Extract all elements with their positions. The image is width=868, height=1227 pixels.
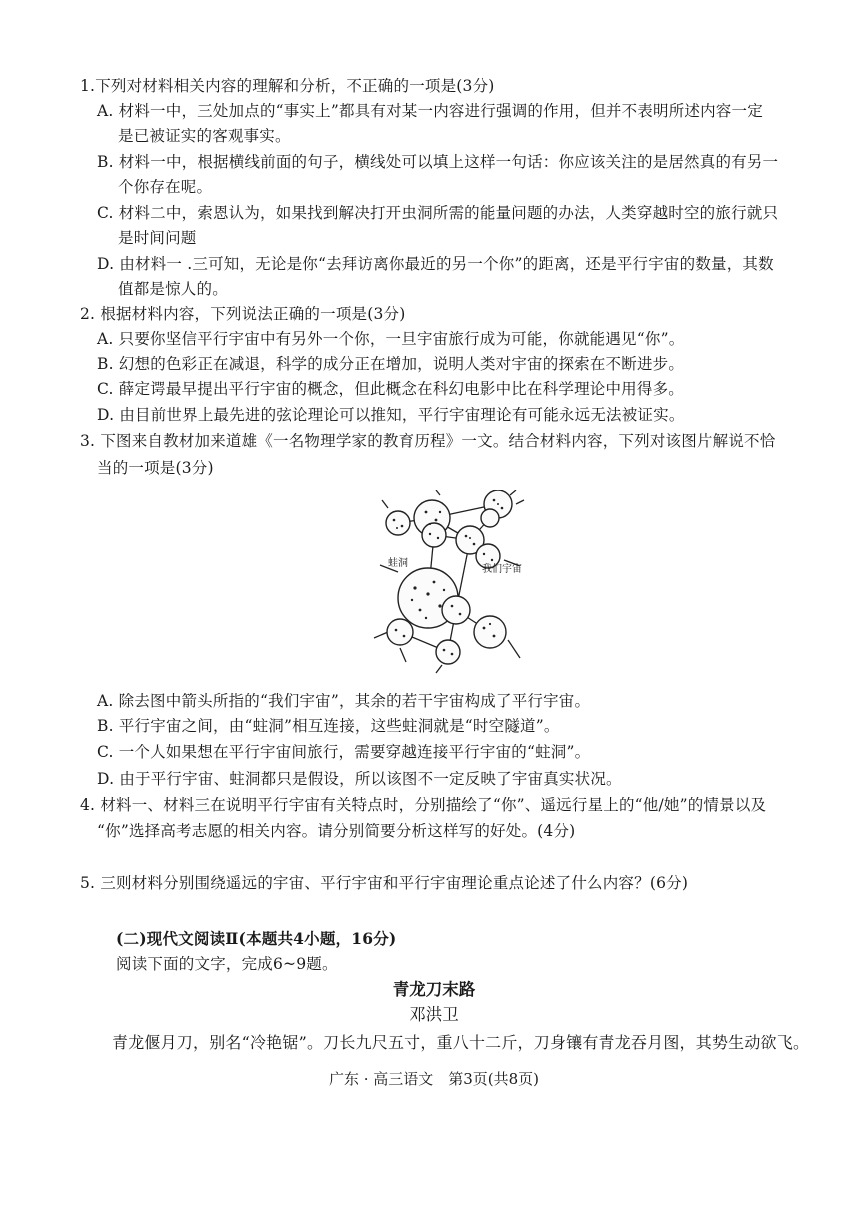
q2-option-b: B. 幻想的色彩正在减退，科学的成分正在增加，说明人类对宇宙的探索在不断进步。 (97, 355, 685, 373)
section-heading: (二)现代文阅读Ⅱ(本题共4小题，16分) (116, 929, 397, 948)
q1-option-b-cont: 个你存在呢。 (118, 178, 213, 196)
q1-option-d-cont: 值都是惊人的。 (118, 280, 228, 298)
q3-option-d: D. 由于平行宇宙、蛀洞都只是假设，所以该图不一定反映了宇宙真实状况。 (97, 770, 622, 788)
wormhole-label: 蛙洞 (388, 558, 408, 569)
story-title: 青龙刀末路 (392, 980, 476, 999)
q3-option-a: A. 除去图中箭头所指的“我们宇宙”，其余的若干宇宙构成了平行宇宙。 (97, 692, 591, 710)
q5-line1: 5. 三则材料分别围绕遥远的宇宙、平行宇宙和平行宇宙理论重点论述了什么内容？(6分) (80, 874, 689, 892)
q1-stem: 1.下列对材料相关内容的理解和分析，不正确的一项是(3分) (80, 77, 495, 95)
parallel-universe-diagram (370, 490, 530, 675)
q1-option-d: D. 由材料一 .三可知，无论是你“去拜访离你最近的另一个你”的距离，还是平行宇宙的数量，其数 (97, 255, 774, 273)
story-first-paragraph: 青龙偃月刀，别名“冷艳锯”。刀长九尺五寸，重八十二斤，刀身镶有青龙吞月图，其势生动欲飞。 (112, 1033, 810, 1052)
q2-stem: 2. 根据材料内容，下列说法正确的一项是(3分) (80, 305, 406, 323)
q2-option-c: C. 薛定谔最早提出平行宇宙的概念，但此概念在科幻电影中比在科学理论中用得多。 (97, 380, 684, 398)
universe-bubbles-drawing (370, 490, 530, 675)
our-universe-label: 我们宇宙 (482, 564, 522, 575)
q1-option-c-cont: 是时间问题 (118, 229, 197, 247)
section-instruction: 阅读下面的文字，完成6~9题。 (116, 955, 338, 973)
q4-line1: 4. 材料一、材料三在说明平行宇宙有关特点时，分别描绘了“你”、遥远行星上的“他/她”的情景以及 (80, 796, 767, 814)
q1-option-b: B. 材料一中，根据横线前面的句子，横线处可以填上这样一句话：你应该关注的是居然真的有另一 (97, 153, 779, 171)
q1-option-c: C. 材料二中，索恩认为，如果找到解决打开虫洞所需的能量问题的办法，人类穿越时空的旅行就只 (97, 204, 779, 222)
q4-line2: “你”选择高考志愿的相关内容。请分别简要分析这样写的好处。(4分) (97, 822, 576, 840)
q1-option-a: A. 材料一中，三处加点的“事实上”都具有对某一内容进行强调的作用，但并不表明所述内容一定 (97, 102, 763, 120)
page-footer: 广东 · 高三语文 第3页(共8页) (328, 1070, 540, 1088)
q1-option-a-cont: 是已被证实的客观事实。 (118, 127, 291, 145)
q3-option-b: B. 平行宇宙之间，由“蛀洞”相互连接，这些蛀洞就是“时空隧道”。 (97, 717, 560, 735)
q3-stem-cont: 当的一项是(3分) (97, 459, 214, 477)
q3-stem: 3. 下图来自教材加来道雄《一名物理学家的教育历程》一文。结合材料内容，下列对该图片解说不恰 (80, 432, 776, 450)
q3-option-c: C. 一个人如果想在平行宇宙间旅行，需要穿越连接平行宇宙的“蛀洞”。 (97, 743, 591, 761)
q2-option-d: D. 由目前世界上最先进的弦论理论可以推知，平行宇宙理论有可能永远无法被证实。 (97, 406, 685, 424)
story-author: 邓洪卫 (409, 1005, 459, 1024)
q2-option-a: A. 只要你坚信平行宇宙中有另外一个你，一旦宇宙旅行成为可能，你就能遇见“你”。 (97, 330, 685, 348)
